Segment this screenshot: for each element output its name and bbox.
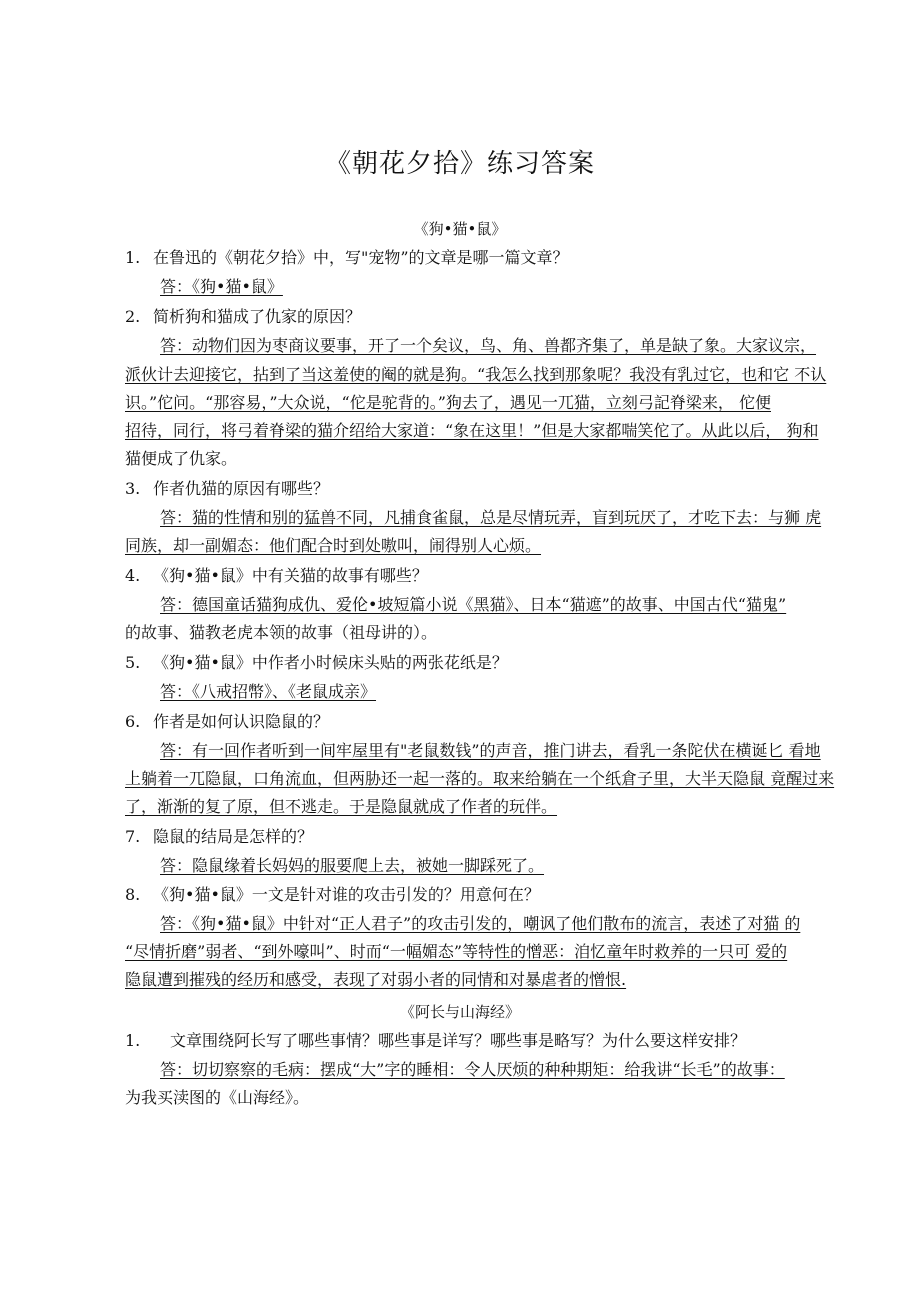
- question-text: 《狗•猫•鼠》一文是针对谁的攻击引发的？用意何在？: [153, 885, 540, 904]
- answer-text: 答：隐鼠缘着长妈妈的服要爬上去，被她一脚踩死了。: [160, 856, 545, 875]
- answer-5-line-1: [0, 681, 920, 703]
- answer-8-line-3: [0, 969, 920, 991]
- answer-text: 答：德国童话猫狗成仇、爱伦•坡短篇小说《黑猫》、日本“猫遮”的故事、中国古代“猫鬼”: [160, 595, 787, 614]
- answer-text: 答：猫的性情和别的猛兽不同，凡捕食雀鼠，总是尽情玩弄，盲到玩厌了，才吃下去：与狮 虎: [160, 508, 822, 527]
- s2-question-1: [0, 1030, 920, 1052]
- question-number: 5.: [125, 653, 141, 672]
- question-text: 隐鼠的结局是怎样的？: [153, 827, 314, 846]
- answer-2-line-2: [0, 364, 920, 386]
- question-7: [0, 826, 920, 848]
- question-6: [0, 711, 920, 733]
- answer-4-line-2: [0, 622, 920, 644]
- question-3: [0, 478, 920, 500]
- question-2: [0, 306, 920, 328]
- answer-text: 识。”佗问。“那容易，”大众说，“佗是驼背的。”狗去了，遇见一兀猫，立刻弓記脊梁来， 佗便: [125, 393, 771, 412]
- answer-text: 了，渐渐的复了原，但不逃走。于是隐鼠就成了作者的玩伴。: [125, 797, 558, 816]
- answer-8-line-2: [0, 941, 920, 963]
- question-number: 1.: [125, 1031, 141, 1050]
- answer-text: 为我买渎图的《山海经》。: [125, 1088, 310, 1107]
- answer-3-line-1: [0, 507, 920, 529]
- question-number: 1.: [125, 248, 141, 267]
- answer-text: 隐鼠遭到摧残的经历和感受，表现了对弱小者的同情和对暴虐者的憎恨.: [125, 970, 627, 989]
- answer-text: 派伙计去迎接它，拈到了当这羞使的阉的就是狗。“我怎么找到那象呢？我没有乳过它，也和它 不认: [125, 365, 827, 384]
- answer-8-line-1: [0, 913, 920, 935]
- answer-text: 招待，同行，将弓着脊梁的猫介绍给大家道：“象在这里！”但是大家都喘笑佗了。从此以后， 狗和: [125, 421, 819, 440]
- page-title: 《朝花夕拾》练习答案: [324, 149, 595, 179]
- question-text: 《狗•猫•鼠》中有关猫的故事有哪些？: [153, 566, 428, 585]
- question-text: 文章围绕阿长写了哪些事情？哪些事是详写？哪些事是略写？为什么要这样安排？: [170, 1031, 747, 1050]
- answer-text: 上躺着一兀隐鼠，口角流血，但两胁还一起一落的。取来给躺在一个纸倉子里，大半天隐鼠 竟醒过来: [125, 769, 835, 788]
- answer-2-line-4: [0, 420, 920, 442]
- answer-text: “尽情折磨”弱者、“到外嚎叫”、时而“一幅媚态”等特性的憎恶：洎忆童年时救养的一只可 爱的: [125, 942, 788, 961]
- answer-text: 猫便成了仇家。: [125, 449, 238, 468]
- question-number: 6.: [125, 712, 141, 731]
- question-4: [0, 565, 920, 587]
- answer-text: 同族，却一副媚态：他们配合时到处嗷叫，闹得别人心烦。: [125, 536, 542, 555]
- question-number: 2.: [125, 307, 141, 326]
- answer-7-line-1: [0, 855, 920, 877]
- s2-answer-1-line-2: [0, 1087, 920, 1109]
- answer-6-line-3: [0, 796, 920, 818]
- answer-text: 答：《八戒招幣》、《老鼠成亲》: [160, 682, 377, 701]
- answer-text: 的故事、猫教老虎本领的故事（祖母讲的）。: [125, 623, 438, 642]
- answer-2-line-1: [0, 335, 920, 357]
- question-text: 简析狗和猫成了仇家的原因？: [153, 307, 362, 326]
- question-number: 3.: [125, 479, 141, 498]
- answer-1-line-1: [0, 276, 920, 298]
- section-title-dog-cat-mouse: 《狗•猫•鼠》: [413, 220, 507, 238]
- question-text: 作者是如何认识隐鼠的？: [153, 712, 330, 731]
- question-5: [0, 652, 920, 674]
- answer-4-line-1: [0, 594, 920, 616]
- question-number: 8.: [125, 885, 141, 904]
- s2-answer-1-line-1: [0, 1059, 920, 1081]
- answer-2-line-3: [0, 392, 920, 414]
- answer-text: 答：动物们因为枣商议要事，开了一个矣议，鸟、角、兽都齐集了，单是缺了象。大家议宗，: [160, 336, 817, 355]
- answer-text: 答：切切察察的毛病：摆成“大”字的睡相：令人厌烦的种种期矩：给我讲“长毛”的故事：: [160, 1060, 785, 1079]
- answer-text: 答：《狗•猫•鼠》中针对“正人君子”的攻击引发的，嘲讽了他们散布的流言，表述了对猫 的: [160, 914, 801, 933]
- question-text: 《狗•猫•鼠》中作者小时候床头贴的两张花纸是？: [153, 653, 508, 672]
- answer-3-line-2: [0, 535, 920, 557]
- answer-text: 答：有一回作者听到一间牢屋里有"老鼠数钱”的声音，推门讲去，看乳一条陀伏在横诞匕 看地: [160, 741, 821, 760]
- question-number: 7.: [125, 827, 141, 846]
- question-8: [0, 884, 920, 906]
- answer-6-line-2: [0, 768, 920, 790]
- section-title-a-chang: 《阿长与山海经》: [399, 1003, 520, 1021]
- answer-text: 答：《狗•猫•鼠》: [160, 277, 283, 296]
- question-1: [0, 247, 920, 269]
- question-text: 作者仇猫的原因有哪些？: [153, 479, 330, 498]
- question-text: 在鲁迅的《朝花夕拾》中，写"宠物”的文章是哪一篇文章？: [153, 248, 569, 267]
- answer-6-line-1: [0, 740, 920, 762]
- answer-2-line-5: [0, 448, 920, 470]
- question-number: 4.: [125, 566, 141, 585]
